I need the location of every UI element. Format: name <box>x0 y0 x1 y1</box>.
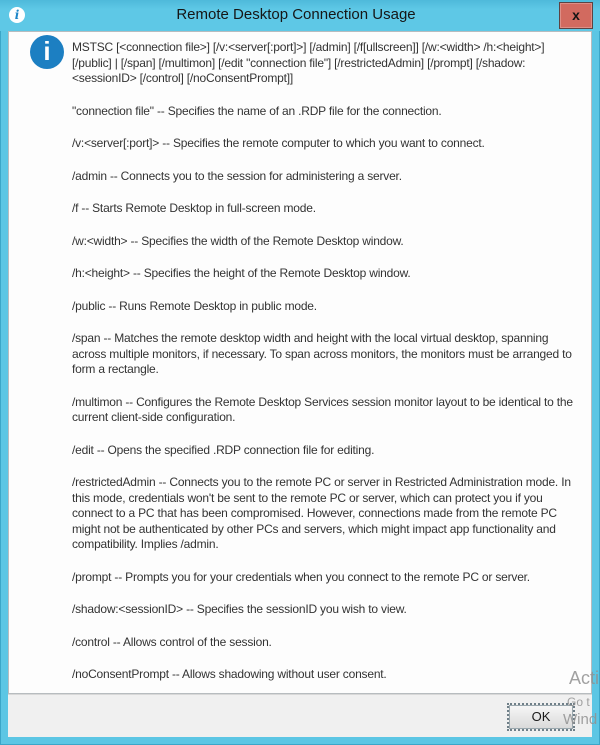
param-multimon: /multimon -- Configures the Remote Desktop Services session monitor layout to be identical to the current client-side configuration. <box>72 394 573 424</box>
info-icon: i <box>9 7 25 23</box>
close-button[interactable]: x <box>559 2 593 29</box>
param-admin: /admin -- Connects you to the session for administering a server. <box>72 168 402 183</box>
info-circle-icon: i <box>30 35 64 69</box>
param-restricted-admin: /restrictedAdmin -- Connects you to the remote PC or server in Restricted Administration mode. In this mode, credentials won't be sent to the remote PC or server, which can protect you if you connect to a PC that has been compromised. However, connections made from the remote PC might not be authenticated by other PCs and servers, which might impact app functionality and compatibility. Implies /admin. <box>72 475 571 551</box>
watermark-line-3: Wind <box>563 711 598 728</box>
param-shadow: /shadow:<sessionID> -- Specifies the sessionID you wish to view. <box>72 602 407 616</box>
param-width: /w:<width> -- Specifies the width of the Remote Desktop window. <box>72 233 404 248</box>
ok-button[interactable]: OK <box>509 705 573 729</box>
param-fullscreen: /f -- Starts Remote Desktop in full-screen mode. <box>72 201 316 215</box>
button-bar <box>8 694 592 737</box>
param-control: /control -- Allows control of the session. <box>72 634 272 649</box>
param-height: /h:<height> -- Specifies the height of the Remote Desktop window. <box>72 266 411 280</box>
param-connection-file: "connection file" -- Specifies the name of an .RDP file for the connection. <box>72 103 442 118</box>
param-edit: /edit -- Opens the specified .RDP connection file for editing. <box>72 442 375 457</box>
param-prompt: /prompt -- Prompts you for your credentials when you connect to the remote PC or server. <box>72 569 530 584</box>
watermark-line-1: Acti <box>569 668 600 688</box>
param-span: /span -- Matches the remote desktop width and height with the local virtual desktop, spanning across multiple monitors, if necessary. To span across monitors, the monitors must be arranged to form a rectangle. <box>72 331 572 376</box>
param-public: /public -- Runs Remote Desktop in public mode. <box>72 298 317 313</box>
usage-syntax: MSTSC [<connection file>] [/v:<server[:port]>] [/admin] [/f[ullscreen]] [/w:<width> /h:<height>] [/public] | [/span] [/multimon] [/edit "connection file"] [/restrictedAdmin] [/prompt] [/shadow:<sessionID> [/control] [/noConsentPrompt]] <box>72 40 545 85</box>
usage-text-column <box>72 40 580 700</box>
dialog-title: Remote Desktop Connection Usage <box>176 6 416 23</box>
title-bar <box>0 0 600 31</box>
watermark-line-2: Go t <box>567 695 590 709</box>
dialog-body <box>8 31 592 694</box>
param-v-server: /v:<server[:port]> -- Specifies the remote computer to which you want to connect. <box>72 136 485 150</box>
param-no-consent-prompt: /noConsentPrompt -- Allows shadowing without user consent. <box>72 667 387 681</box>
